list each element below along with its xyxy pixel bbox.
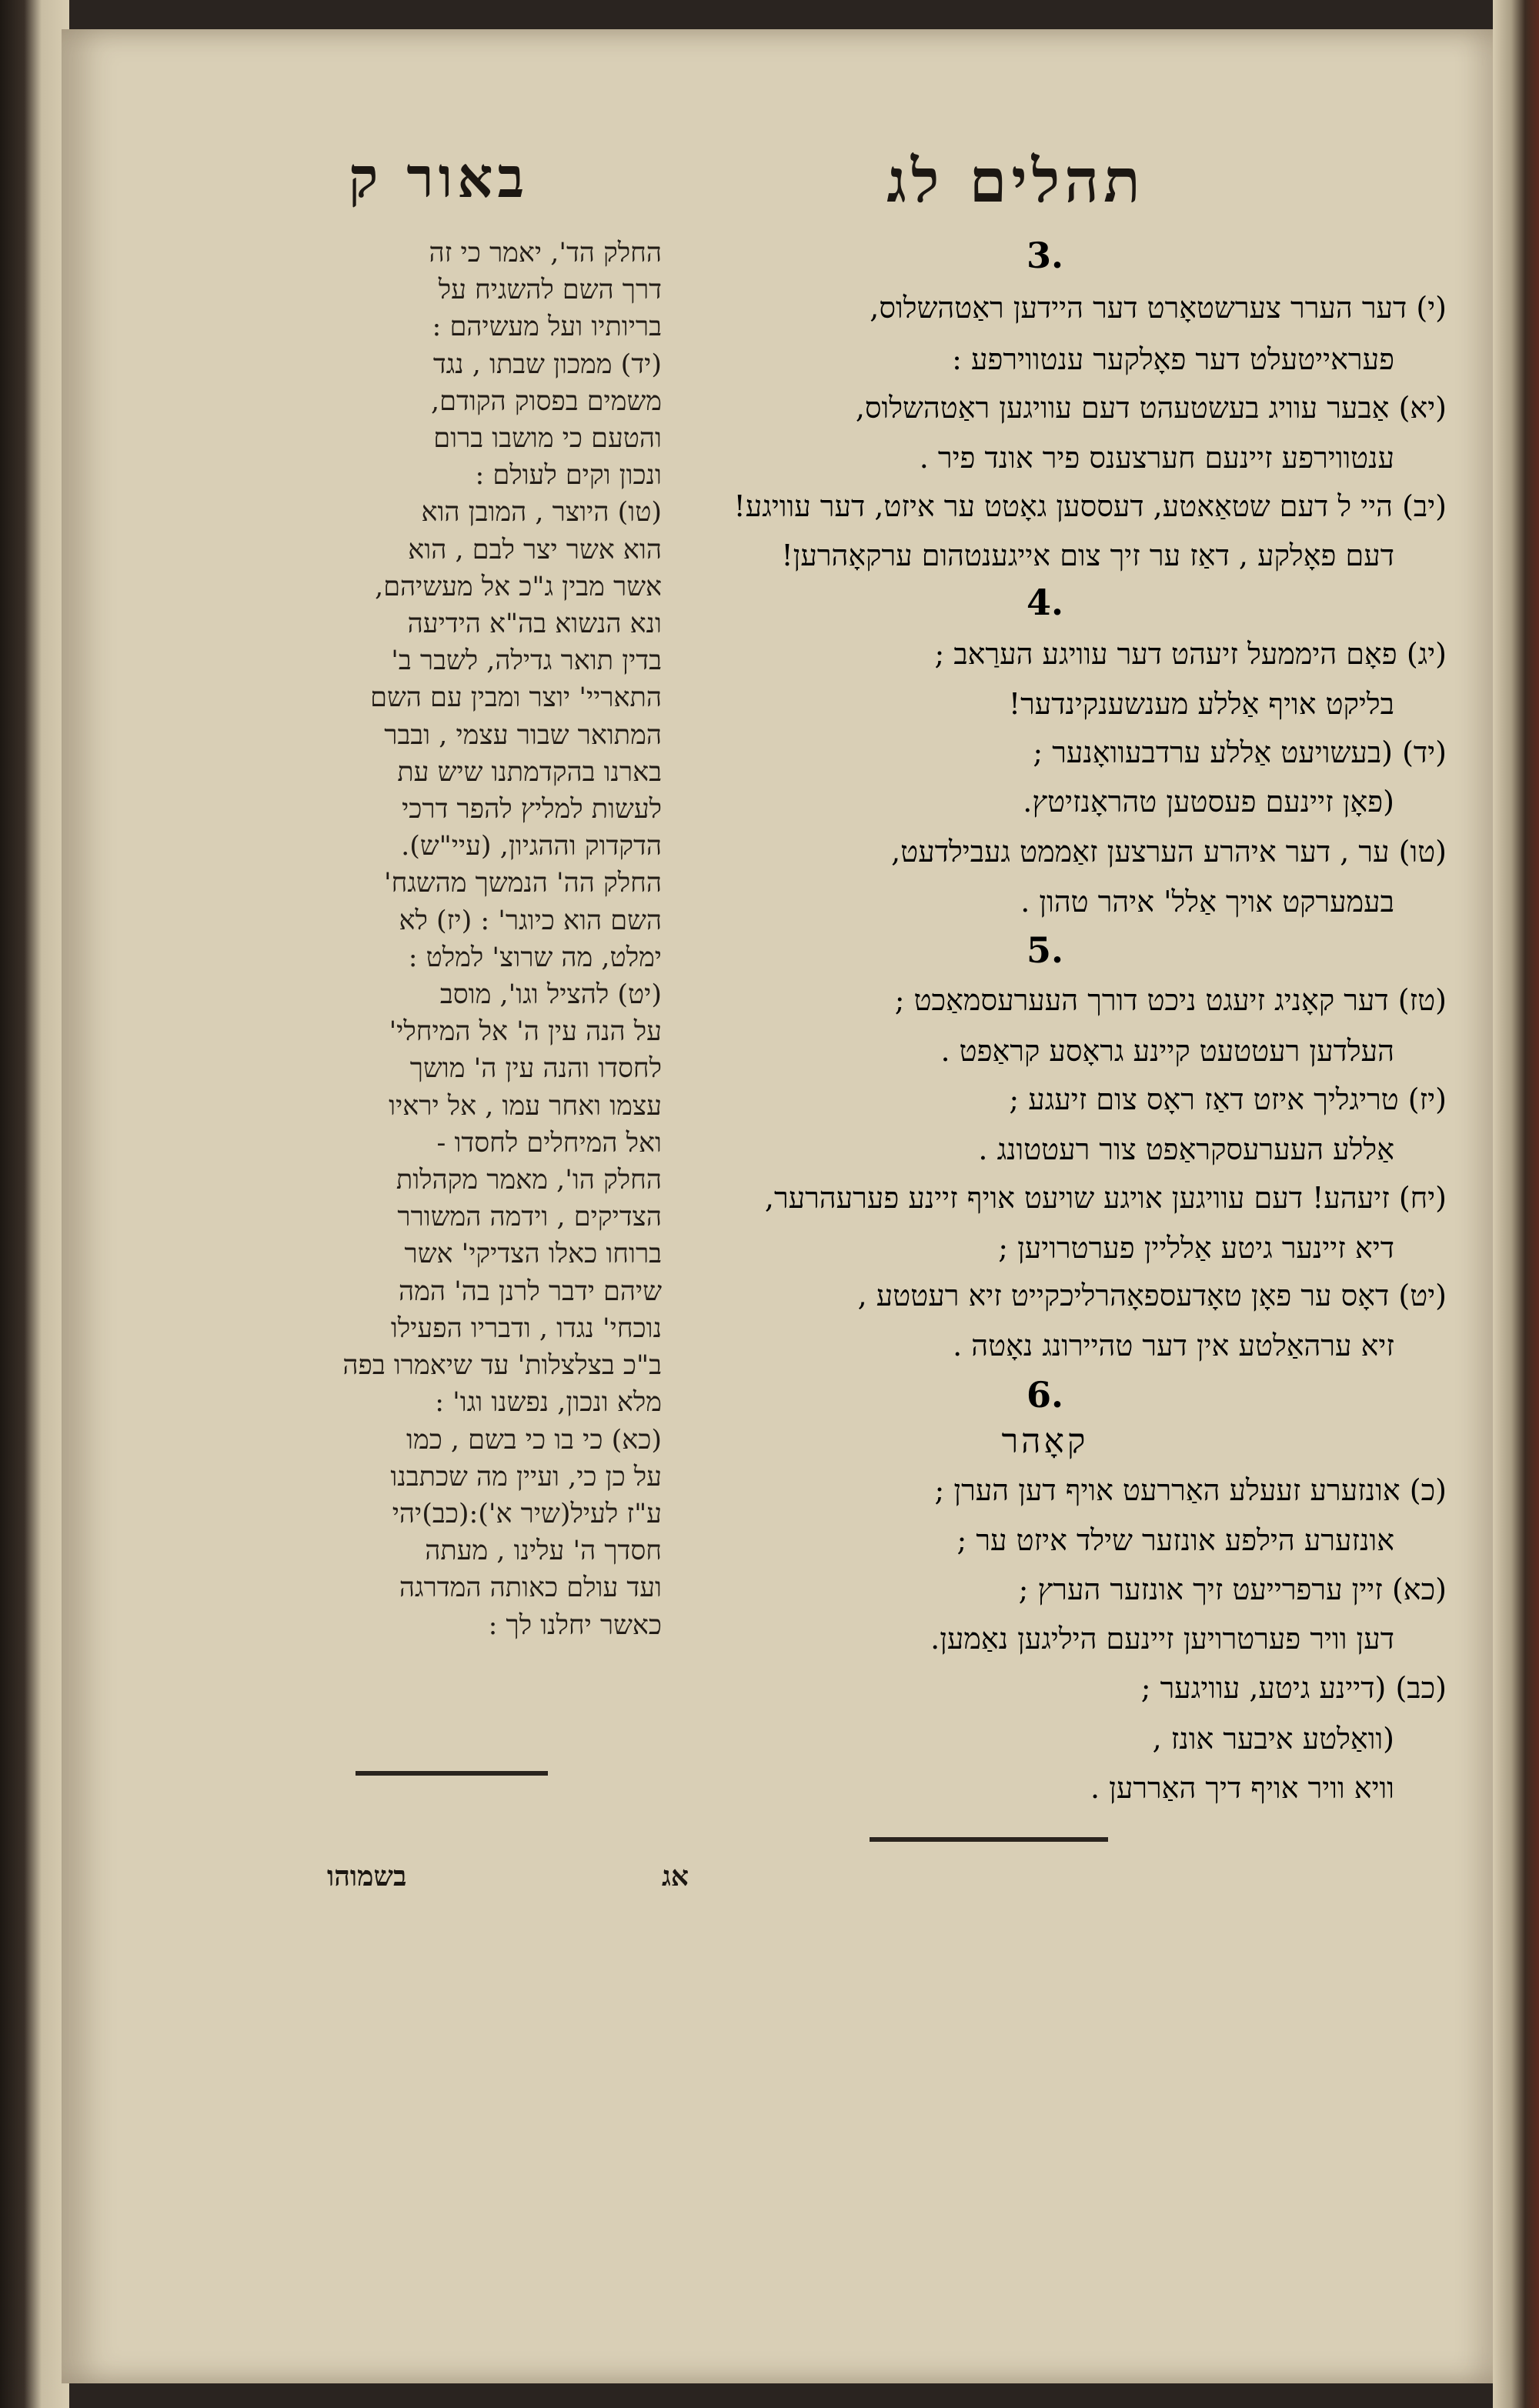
verse-number: (יז) xyxy=(1407,1082,1447,1116)
verse-line: (יז) טריגליך איזט דאַז ראָס צום זיעגע ; xyxy=(1009,1082,1447,1116)
verse-line: וויא וויר אויף דיך האַררען . xyxy=(1090,1771,1394,1805)
verse-number: (יא) xyxy=(1398,391,1447,425)
verse-line: ענטווירפע זיינעם חערצענס פיר אונד פיר . xyxy=(919,441,1394,475)
verse-number: (כא) xyxy=(1391,1573,1447,1606)
verse-number: (טז) xyxy=(1397,983,1447,1017)
verse-line: (כא) זיין ערפרייעט זיך אונזער הערץ ; xyxy=(1018,1573,1447,1606)
commentary-line: אשר מבין ג"כ אל מעשיהם, xyxy=(375,571,662,602)
verse-line: אונזערע הילפע אונזער שילד איזט ער ; xyxy=(956,1523,1394,1557)
commentary-line: הוא אשר יצר לבם , הוא xyxy=(408,534,662,565)
section-number: 5. xyxy=(1026,929,1064,971)
commentary-line: החלק הד', יאמר כי זה xyxy=(429,238,662,268)
verse-line: (יח) זיעהע! דעם עוויגען אויגע שויעט אויף זיינע פערעהרער, xyxy=(764,1181,1447,1215)
verse-line: (יב) היי ל דעם שטאַאטע, דעססען גאָטט ער איזט, דער עוויגע! xyxy=(733,489,1447,523)
commentary-line: החלק הו', מאמר מקהלות xyxy=(396,1165,662,1196)
verse-number: (יח) xyxy=(1398,1181,1447,1215)
verse-number: (טו) xyxy=(1398,835,1447,869)
verse-number: (יד) xyxy=(1402,735,1447,769)
commentary-line: על כן כי, ועיין מה שכתבנו xyxy=(390,1461,662,1492)
commentary-line: התאריי' יוצר ומבין עם השם xyxy=(370,682,662,714)
commentary-line: החלק הה' הנמשך מהשגח' xyxy=(384,868,662,899)
verse-number: (כ) xyxy=(1409,1473,1447,1507)
commentary-line: ואל המיחלים לחסדו - xyxy=(436,1127,662,1159)
choir-heading: קאָהר xyxy=(1001,1422,1089,1461)
main-end-rule xyxy=(870,1837,1108,1842)
commentary-line: בארנו בהקדמתנו שיש עת xyxy=(397,756,662,788)
commentary-line: (יט) להציל וגו', מוסב xyxy=(439,979,662,1011)
commentary-title: באור ק xyxy=(348,145,529,210)
commentary-line: ברוחו כאלו הצדיקי' אשר xyxy=(404,1239,662,1270)
verse-line: (טז) דער קאָניג זיעגט ניכט דורך העערעסמאַכט ; xyxy=(894,983,1447,1017)
page-title: תהלים לג xyxy=(886,146,1145,216)
commentary-line: מלא ונכון, נפשנו וגו' : xyxy=(435,1387,662,1419)
commentary-line: ונא הנשוא בה"א הידיעה xyxy=(407,609,662,640)
commentary-line: משמים בפסוק הקודם, xyxy=(431,385,662,417)
commentary-line: נוכחי' נגדו , ודבריו הפעילו xyxy=(390,1312,662,1344)
verse-number: (כב) xyxy=(1395,1671,1447,1705)
commentary-line: חסדך ה' עלינו , מעתה xyxy=(425,1536,662,1567)
verse-line: (וואַלטע איבער אונז , xyxy=(1152,1722,1394,1756)
verse-line: (כב) (דיינע גיטע, עוויגער ; xyxy=(1140,1671,1447,1705)
commentary-line: המתואר שבור עצמי , ובבר xyxy=(384,719,662,751)
commentary-line: כאשר יחלנו לך : xyxy=(488,1609,662,1641)
commentary-line: על הנה עין ה' אל המיחלי' xyxy=(389,1016,662,1048)
commentary-line: לחסדו והנה עין ה' מושך xyxy=(409,1053,662,1085)
verse-line: זיא ערהאַלטע אין דער טהיירונג נאָטה . xyxy=(953,1329,1394,1362)
verse-line: (י) דער הערר צערשטאָרט דער היידען ראַטהשלוס, xyxy=(870,291,1447,325)
verse-line: (פאָן זיינעם פעסטען טהראָנזיטץ. xyxy=(1023,785,1394,819)
commentary-column xyxy=(304,235,662,1644)
commentary-line: ועד עולם כאותה המדרגה xyxy=(399,1573,662,1604)
commentary-end-rule xyxy=(356,1771,548,1776)
commentary-line: דרך השם להשגיח על xyxy=(438,275,662,306)
section-number: 6. xyxy=(1026,1374,1064,1416)
verse-number: (יג) xyxy=(1406,637,1447,671)
commentary-line: שיהם ידבר לרנן בה' המה xyxy=(398,1276,662,1307)
commentary-line: הצדיקים , וידמה המשורר xyxy=(397,1202,662,1233)
commentary-line: השם הוא כיוגר' : (יז) לא xyxy=(399,905,662,936)
verse-line: אַללע העערעסקראַפט צור רעטטונג . xyxy=(978,1132,1394,1166)
verse-line: בליקט אויף אַללע מענשענקינדער! xyxy=(1008,687,1394,721)
verse-line: דיא זיינער גיטע אַלליין פערטרויען ; xyxy=(998,1231,1394,1265)
verse-line: בעמערקט אויך אַלל' איהר טהון . xyxy=(1020,885,1394,919)
verse-line: דעם פאָלקע , דאַז ער זיך צום אייגענטהום ערקאָהרען! xyxy=(781,539,1394,572)
section-number: 4. xyxy=(1026,582,1064,623)
commentary-line: (כא) כי בו כי בשם , כמו xyxy=(406,1424,662,1456)
commentary-line: (יד) ממכון שבתו , נגד xyxy=(432,349,662,380)
commentary-line: ע"ז לעיל(שיר א'):(כב)יהי xyxy=(392,1498,662,1529)
commentary-line: עצמו ואחר עמו , אל יראיו xyxy=(389,1090,662,1122)
commentary-line: בריותיו ועל מעשיהם : xyxy=(432,312,662,343)
commentary-line: והטעם כי מושבו ברום xyxy=(433,423,662,455)
commentary-line: (טו) היוצר , המובן הוא xyxy=(421,497,662,529)
commentary-line: ונכון וקים לעולם : xyxy=(475,460,662,492)
verse-line: (יד) (בעשויעט אַללע ערדבעוואָנער ; xyxy=(1033,735,1447,769)
catchword: בשמוהו xyxy=(327,1860,407,1893)
verse-line: (יט) דאָס ער פאָן טאָדעספאָהרליכקייט זיא רעטטע , xyxy=(857,1279,1447,1312)
commentary-line: לעשות למליץ להפר דרכי xyxy=(402,794,662,825)
commentary-line: ימלט, מה שרוצ' למלט : xyxy=(408,942,662,973)
verse-line: דען וויר פערטרויען זיינעם היליגען נאַמען. xyxy=(930,1622,1394,1656)
verse-line: (יא) אַבער עוויג בעשטעהט דעם עוויגען ראַטהשלוס, xyxy=(855,391,1447,425)
verse-line: העלדען רעטטעט קיינע גראָסע קראַפט . xyxy=(940,1034,1394,1068)
section-number: 3. xyxy=(1026,235,1064,276)
verse-line: (יג) פאָם היממעל זיעהט דער עוויגע הערַאב ; xyxy=(934,637,1447,671)
facing-page-edge xyxy=(1493,0,1539,2408)
book-spine-edge xyxy=(0,0,69,2408)
commentary-line: בדין תואר גדילה, לשבר ב' xyxy=(391,645,662,677)
verse-number: (י) xyxy=(1416,291,1447,325)
verse-line: (טו) ער , דער איהרע הערצען זאַממט געבילדעט, xyxy=(891,835,1447,869)
verse-number: (יב) xyxy=(1402,489,1447,523)
signature-mark: אג xyxy=(662,1860,689,1893)
commentary-line: ב"כ בצלצלות' עד שיאמרו בפה xyxy=(342,1350,662,1382)
commentary-line: הדקדוק וההגיון, (עיי"ש). xyxy=(401,831,662,862)
verse-line: פעראייטעלט דער פאָלקער ענטווירפע : xyxy=(952,342,1394,376)
verse-number: (יט) xyxy=(1398,1279,1447,1312)
verse-line: (כ) אונזערע זעעלע האַררעט אויף דען הערן ; xyxy=(934,1473,1447,1507)
